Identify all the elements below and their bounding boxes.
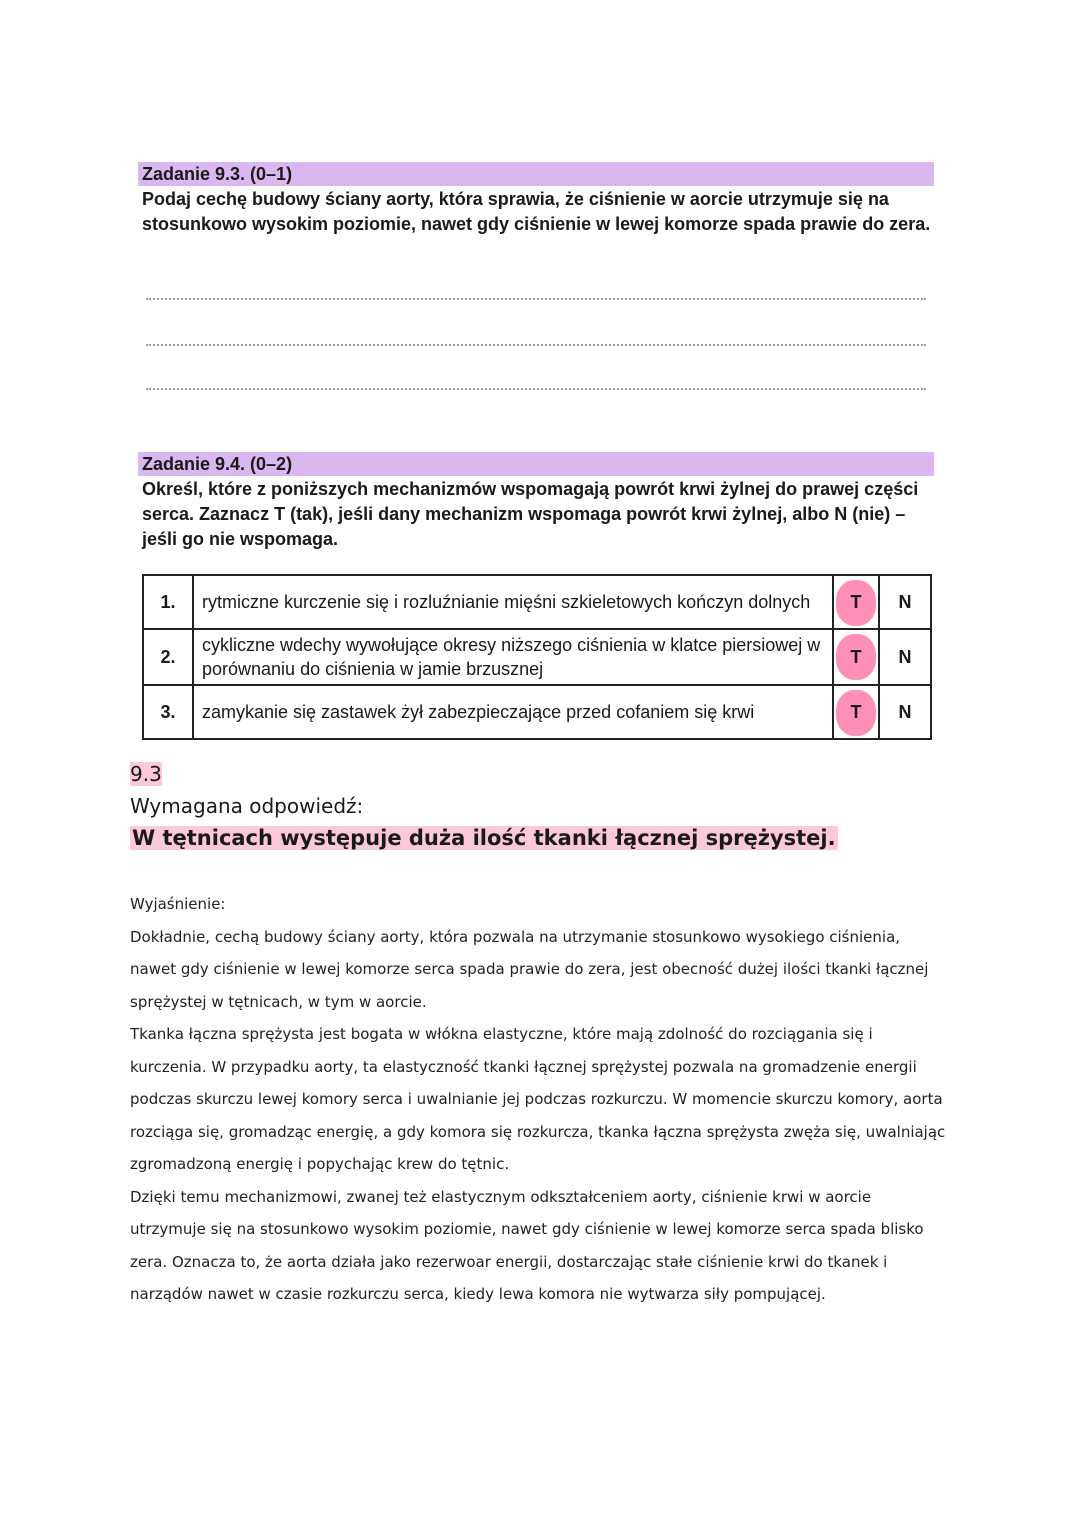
explanation xyxy=(130,888,950,1311)
true-option[interactable] xyxy=(833,685,879,739)
table-row xyxy=(143,575,931,629)
true-false-table xyxy=(142,574,932,740)
row-statement: rytmiczne kurczenie się i rozluźnianie mięśni szkieletowych kończyn dolnych xyxy=(193,575,833,629)
answer-text: W tętnicach występuje duża ilość tkanki łącznej sprężystej. xyxy=(132,826,836,850)
row-statement: zamykanie się zastawek żył zabezpieczające przed cofaniem się krwi xyxy=(193,685,833,739)
table-row xyxy=(143,685,931,739)
answer-label: 9.3 xyxy=(130,762,162,786)
task-9-3-question: Podaj cechę budowy ściany aorty, która sprawia, że ciśnienie w aorcie utrzymuje się na stosunkowo wysokim poziomie, nawet gdy ciśnienie w lewej komorze spada prawie do zera. xyxy=(142,189,931,234)
explanation-paragraph: Tkanka łączna sprężysta jest bogata w włókna elastyczne, które mają zdolność do rozciągania się i kurczenia. W przypadku aorty, ta elastyczność tkanki łącznej sprężystej pozwala na gromadzenie energii podczas skurczu lewej komory serca i uwalnianie jej podczas rozkurczu. W momencie skurczu komory, aorta rozciąga się, gromadząc energię, a gdy komora się rozkurcza, tkanka łączna sprężysta zwęża się, uwalniając zgromadzoną energię i popychając krew do tętnic. xyxy=(130,1025,946,1173)
true-option[interactable] xyxy=(833,629,879,685)
true-letter: T xyxy=(850,646,862,667)
row-number: 2. xyxy=(143,629,193,685)
true-option[interactable] xyxy=(833,575,879,629)
row-statement: cykliczne wdechy wywołujące okresy niższego ciśnienia w klatce piersiowej w porównaniu do ciśnienia w jamie brzusznej xyxy=(193,629,833,685)
false-option[interactable]: N xyxy=(879,575,931,629)
explanation-paragraph: Dokładnie, cechą budowy ściany aorty, która pozwala na utrzymanie stosunkowo wysokiego ciśnienia, nawet gdy ciśnienie w lewej komorze serca spada prawie do zera, jest obecność dużej ilości tkanki łącznej sprężystej w tętnicach, w tym w aorcie. xyxy=(130,927,929,1011)
table-row xyxy=(143,629,931,685)
true-letter: T xyxy=(850,591,862,612)
row-number: 1. xyxy=(143,575,193,629)
false-option[interactable]: N xyxy=(879,685,931,739)
row-number: 3. xyxy=(143,685,193,739)
answer-line-1[interactable] xyxy=(146,298,926,300)
true-letter: T xyxy=(850,701,862,722)
task-9-3-header: Zadanie 9.3. (0–1) xyxy=(138,162,934,186)
answer-line-2[interactable] xyxy=(146,344,926,346)
required-answer-label: Wymagana odpowiedź: xyxy=(130,794,364,818)
false-option[interactable]: N xyxy=(879,629,931,685)
answer-line-3[interactable] xyxy=(146,388,926,390)
task-9-4-question: Określ, które z poniższych mechanizmów wspomagają powrót krwi żylnej do prawej części serca. Zaznacz T (tak), jeśli dany mechanizm wspomaga powrót krwi żylnej, albo N (nie) – jeśli go nie wspomaga. xyxy=(142,479,919,549)
task-9-4-header: Zadanie 9.4. (0–2) xyxy=(138,452,934,476)
explanation-paragraph: Dzięki temu mechanizmowi, zwanej też elastycznym odkształceniem aorty, ciśnienie krwi w aorcie utrzymuje się na stosunkowo wysokim poziomie, nawet gdy ciśnienie w lewej komorze serca spada blisko zera. Oznacza to, że aorta działa jako rezerwoar energii, dostarczając stałe ciśnienie krwi do tkanek i narządów nawet w czasie rozkurczu serca, kiedy lewa komora nie wytwarza siły pompującej. xyxy=(130,1187,924,1303)
explanation-title: Wyjaśnienie: xyxy=(130,895,226,913)
